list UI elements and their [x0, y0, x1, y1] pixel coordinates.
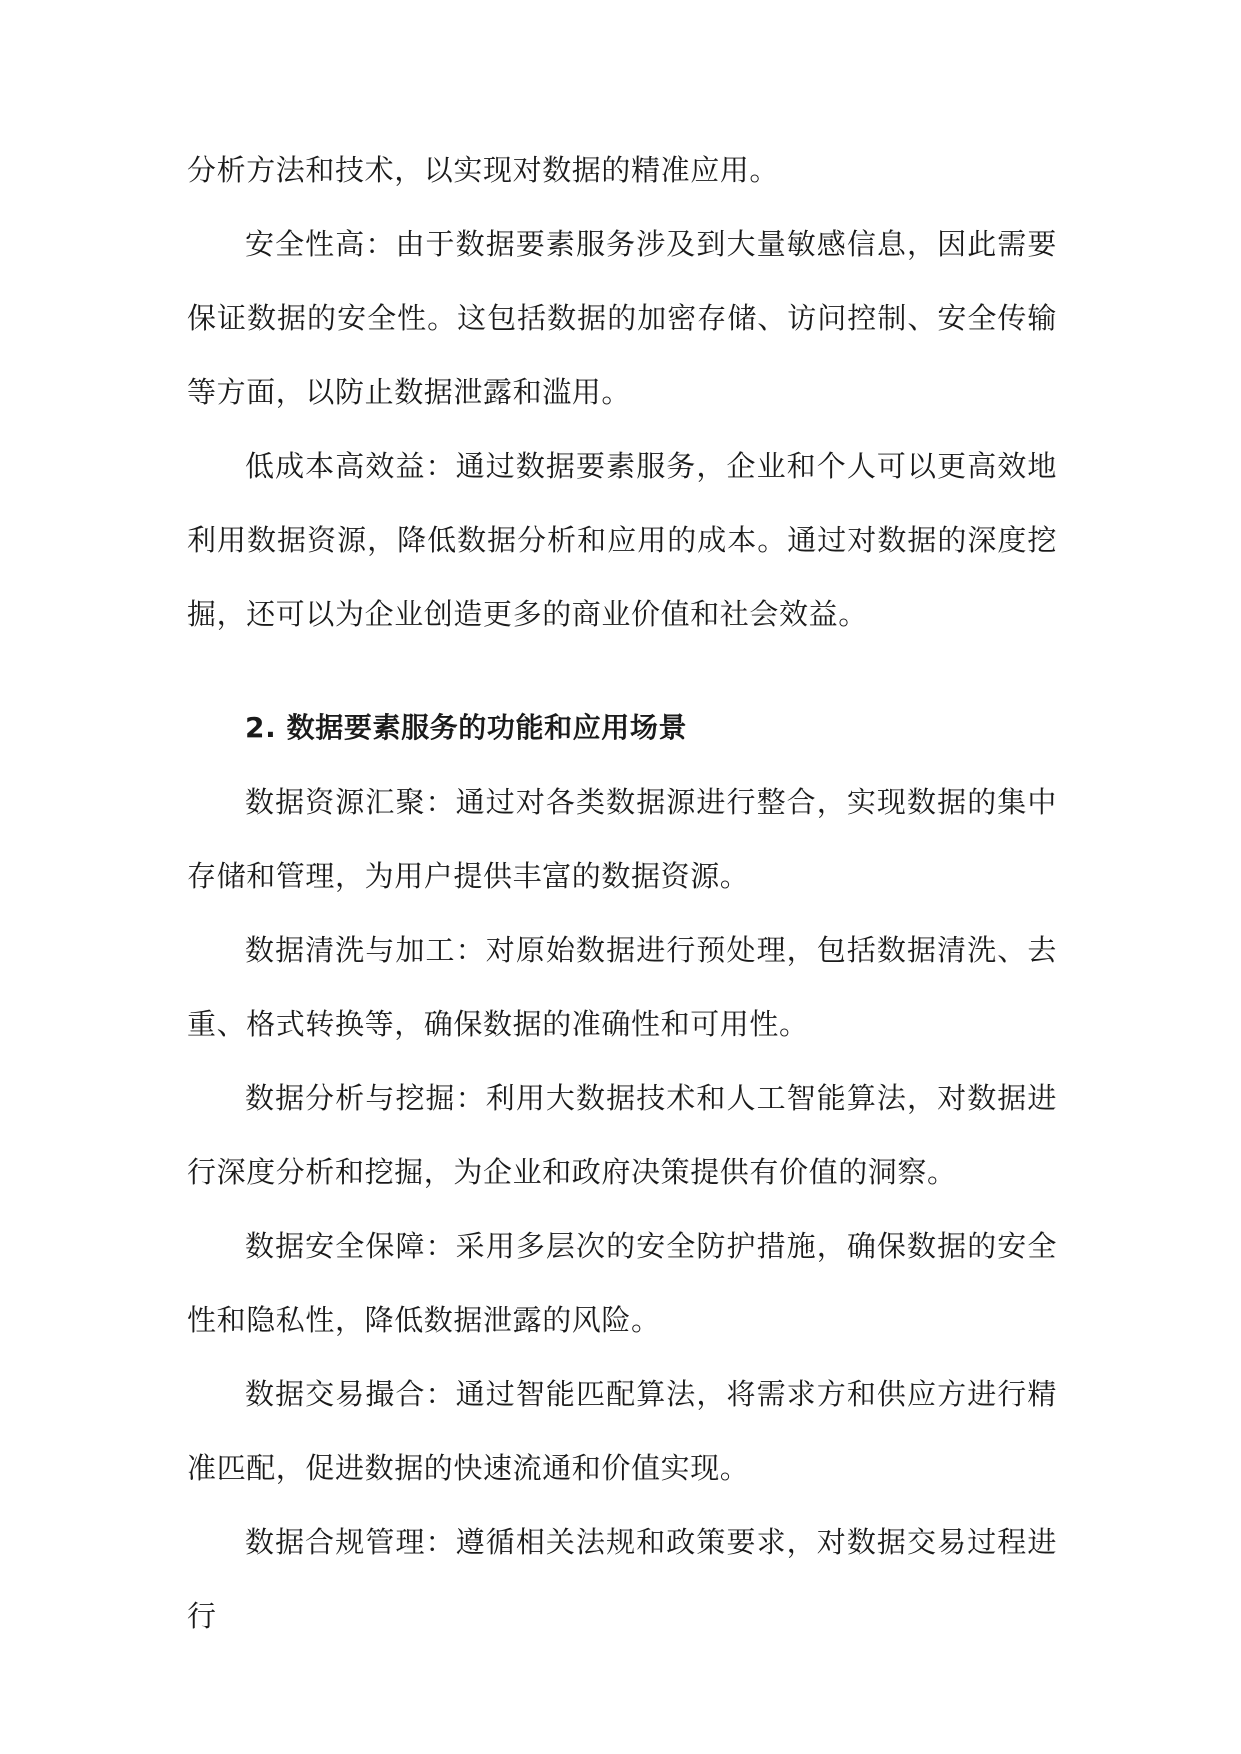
document-body: [187, 133, 1057, 1653]
paragraph-data-analysis: 数据分析与挖掘：利用大数据技术和人工智能算法，对数据进行深度分析和挖掘，为企业和政府决策提供有价值的洞察。: [187, 1081, 1057, 1189]
paragraph-data-trading: 数据交易撮合：通过智能匹配算法，将需求方和供应方进行精准匹配，促进数据的快速流通和价值实现。: [187, 1377, 1057, 1485]
paragraph-low-cost: 低成本高效益：通过数据要素服务，企业和个人可以更高效地利用数据资源，降低数据分析和应用的成本。通过对数据的深度挖掘，还可以为企业创造更多的商业价值和社会效益。: [187, 449, 1057, 631]
paragraph-data-compliance: 数据合规管理：遵循相关法规和政策要求，对数据交易过程进行: [187, 1525, 1057, 1633]
section-heading: 2. 数据要素服务的功能和应用场景: [245, 711, 688, 744]
paragraph-data-aggregation: 数据资源汇聚：通过对各类数据源进行整合，实现数据的集中存储和管理，为用户提供丰富的数据资源。: [187, 785, 1057, 893]
paragraph-data-cleaning: 数据清洗与加工：对原始数据进行预处理，包括数据清洗、去重、格式转换等，确保数据的准确性和可用性。: [187, 933, 1057, 1041]
paragraph-security: 安全性高：由于数据要素服务涉及到大量敏感信息，因此需要保证数据的安全性。这包括数据的加密存储、访问控制、安全传输等方面，以防止数据泄露和滥用。: [187, 227, 1057, 409]
paragraph-continuation: 分析方法和技术，以实现对数据的精准应用。: [187, 153, 780, 187]
paragraph-data-security: 数据安全保障：采用多层次的安全防护措施，确保数据的安全性和隐私性，降低数据泄露的风险。: [187, 1229, 1057, 1337]
